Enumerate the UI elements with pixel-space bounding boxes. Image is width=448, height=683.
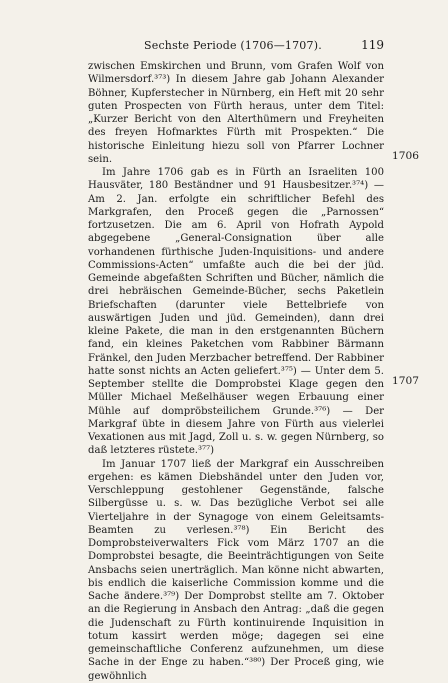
paragraph: Im Januar 1707 ließ der Markgraf ein Ausschreiben ergehen: es kämen Diebshändel unter den Juden vor, Verschleppung gestohlener Gegenstände, falsche Silbergüsse u. s. w. Das bezügliche Verbot sei alle Vierteljahre in der Synagoge von einem Geleitsamts-Beamten zu verlesen.³⁷⁸) Ein Bericht des Domprobsteiverwalters Fick vom März 1707 an die Domprobstei besagte, die Beeinträchtigungen von Seite Ansbachs seien unerträglich. Man könne nicht abwarten, bis endlich die kaiserliche Commission komme und die Sache ändere.³⁷⁹) Der Domprobst stellte am 7. Oktober an die Regierung in Ansbach den Antrag: „daß die gegen die Judenschaft zu Fürth kontinuirende Inquisition in totum kassirt werden möge; dagegen sei eine gemeinschaftliche Conferenz aufzunehmen, um diese Sache in der Enge zu haben.“³⁸⁰) Der Proceß ging, wie gewöhnlich [88, 458, 384, 682]
body-text [88, 60, 384, 683]
page-number: 119 [361, 38, 384, 52]
paragraph: zwischen Emskirchen und Brunn, vom Grafen Wolf von Wilmersdorf.³⁷³) In diesem Jahre gab Johann Alexander Böhner, Kupferstecher in Nürnberg, ein Heft mit 20 sehr guten Prospecten von Fürth heraus, unter dem Titel: „Kurzer Bericht von den Alterthümern und Freyheiten des freyen Hofmarktes Fürth mit Prospekten.“ Die historische Einleitung hiezu soll von Pfarrer Lochner sein. [88, 61, 384, 165]
paragraph: Im Jahre 1706 gab es in Fürth an Israeliten 100 Hausväter, 180 Beständner und 91 Hausbesitzer.³⁷⁴) — Am 2. Jan. erfolgte ein schriftlicher Befehl des Markgrafen, den Proceß gegen die „Parnossen“ fortzusetzen. Die am 6. April von Hofrath Aypold abgegebene „General-Consignation über alle vorhandenen fürthische Juden-Inquisitions- und andere Commissions-Acten“ umfaßte auch die bei der jüd. Gemeinde abgefaßten Schriften und Bücher, nämlich die drei hebräischen Gemeinde-Bücher, sechs Paketlein Briefschaften (darunter viele Bettelbriefe von auswärtigen Juden und jüd. Gemeinden), dann drei kleine Pakete, die man in den erstgenannten Büchern fand, ein kleines Paketchen vom Rabbiner Bärmann Fränkel, den Juden Merzbacher betreffend. Der Rabbiner hatte sonst nichts an Acten geliefert.³⁷⁵) — Unter dem 5. September stellte die Domprobstei Klage gegen den Müller Michael Meßelhäuser wegen Erbauung einer Mühle auf dompröbsteilichem Grunde.³⁷⁶) — Der Markgraf übte in diesem Jahre von Fürth aus vielerlei Vexationen aus mit Jagd, Zoll u. s. w. gegen Nürnberg, so daß letzteres rüstete.³⁷⁷) [88, 167, 384, 457]
running-title: Sechste Periode (1706—1707). [144, 39, 322, 52]
page-header [88, 38, 384, 54]
margin-year-note: 1706 [392, 150, 419, 162]
margin-year-note: 1707 [392, 375, 419, 387]
